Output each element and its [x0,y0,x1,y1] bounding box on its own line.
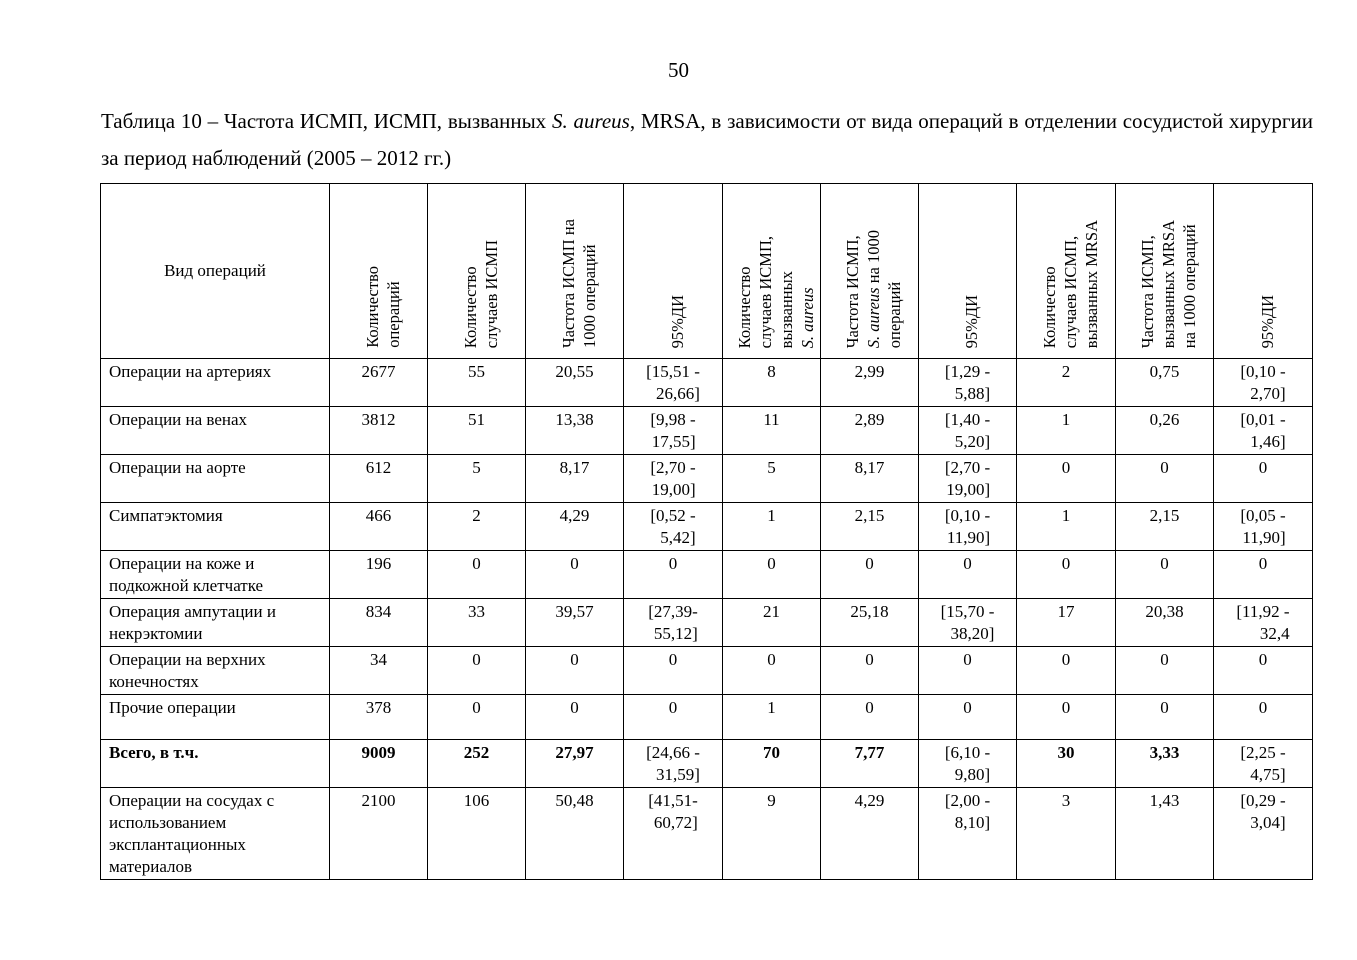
ci-upper: 55,12] [653,624,698,643]
ci-value [648,790,698,834]
ci-lower: 0 [963,698,972,717]
cell-ci1 [624,788,723,880]
ci-lower: 0 [1258,554,1268,573]
infection-frequency-table [100,183,1313,880]
ci-value [669,697,678,719]
table-row [101,740,1313,788]
ci-value [945,457,990,501]
cell-ci3 [1214,740,1313,788]
cell-ci3 [1214,503,1313,551]
header-mrsa-cases-label: Количество случаев ИСМП, вызванных MRSA [1039,219,1101,348]
ci-value [648,601,698,645]
cell-ci2 [919,647,1017,695]
ci-value [1259,649,1268,671]
ci-upper: 19,00] [946,480,991,499]
cell-name: Симпатэктомия [101,503,330,551]
cell-ops: 612 [330,455,428,503]
cell-ops: 2677 [330,359,428,407]
cell-mrsa-cases: 0 [1017,647,1116,695]
header-sa-frequency-label [842,230,905,348]
ci-value [945,742,990,786]
table-row [101,695,1313,740]
cell-mrsa-cases: 30 [1017,740,1116,788]
cell-freq: 8,17 [526,455,624,503]
cell-ci2 [919,407,1017,455]
cell-ci2 [919,503,1017,551]
ci-value [646,742,700,786]
table-body [101,359,1313,880]
cell-sa-cases: 1 [723,503,821,551]
cell-sa-freq: 7,77 [821,740,919,788]
header-sa-frequency [821,184,919,359]
cell-freq: 50,48 [526,788,624,880]
cell-name: Операции на верхних конечностях [101,647,330,695]
ci-lower: [0,52 - [650,506,696,525]
cell-cases: 0 [428,695,526,740]
header-infection-frequency [526,184,624,359]
header-sa-frequency-text-c: на 1000 операций [864,229,904,348]
header-mrsa-frequency-label: Частота ИСМП, вызванных MRSA на 1000 операций [1138,219,1199,348]
ci-lower: 0 [1258,698,1268,717]
header-sa-frequency-italic: S. aureus [864,287,883,348]
cell-cases: 33 [428,599,526,647]
table-header-row [101,184,1313,359]
ci-value [669,553,678,575]
cell-mrsa-freq: 3,33 [1116,740,1214,788]
cell-ci1 [624,647,723,695]
caption-text-start: Таблица 10 – Частота ИСМП, ИСМП, вызванных [101,109,552,133]
ci-upper: 8,10] [954,813,991,832]
cell-ci3 [1214,407,1313,455]
ci-upper: 38,20] [950,624,995,643]
header-infection-cases [428,184,526,359]
cell-sa-freq: 2,89 [821,407,919,455]
header-operations-count [330,184,428,359]
cell-ci1 [624,740,723,788]
caption-text-end: , MRSA, в зависимости от вида операций в отделении сосудистой хирургии за период наблюдений (2005 – 2012 гг.) [101,109,1314,170]
cell-cases: 2 [428,503,526,551]
header-sa-cases-text: Количество случаев ИСМП, вызванных [734,235,796,348]
cell-cases: 5 [428,455,526,503]
cell-ci3 [1214,551,1313,599]
cell-freq: 0 [526,551,624,599]
header-mrsa-frequency [1116,184,1214,359]
table-row [101,359,1313,407]
ci-lower: 0 [668,698,678,717]
cell-sa-cases: 0 [723,551,821,599]
ci-value [669,649,678,671]
header-ci-2-label: 95%ДИ [962,294,981,348]
cell-sa-cases: 8 [723,359,821,407]
ci-lower: [0,10 - [1240,362,1286,381]
cell-sa-freq: 25,18 [821,599,919,647]
cell-ci1 [624,407,723,455]
cell-cases: 51 [428,407,526,455]
cell-cases: 55 [428,359,526,407]
ci-upper: 5,88] [954,384,991,403]
cell-ops: 34 [330,647,428,695]
cell-ops: 3812 [330,407,428,455]
ci-upper: 60,72] [653,813,698,832]
header-ci-2 [919,184,1017,359]
cell-sa-freq: 0 [821,695,919,740]
ci-value [1259,457,1268,479]
cell-name: Всего, в т.ч. [101,740,330,788]
ci-value [1259,697,1268,719]
header-ci-1-label: 95%ДИ [667,294,687,348]
cell-mrsa-cases: 0 [1017,695,1116,740]
cell-mrsa-freq: 0,75 [1116,359,1214,407]
ci-lower: [0,01 - [1240,410,1286,429]
cell-mrsa-cases: 0 [1017,551,1116,599]
ci-lower: 0 [963,650,972,669]
header-sa-frequency-text-a: Частота ИСМП, [843,235,862,348]
header-mrsa-cases [1017,184,1116,359]
table-row [101,599,1313,647]
table-row [101,503,1313,551]
cell-sa-cases: 0 [723,647,821,695]
table-row [101,788,1313,880]
ci-lower: [1,40 - [944,410,991,429]
ci-upper: 1,46] [1250,432,1286,451]
ci-lower: [2,70 - [650,458,696,477]
ci-lower: 0 [1258,458,1268,477]
ci-upper: 3,04] [1250,813,1286,832]
cell-ci1 [624,599,723,647]
cell-cases: 252 [428,740,526,788]
cell-ci2 [919,551,1017,599]
table-row [101,647,1313,695]
ci-upper: 9,80] [954,765,991,784]
cell-cases: 0 [428,551,526,599]
ci-upper: 17,55] [651,432,696,451]
ci-value [650,409,695,453]
cell-name: Операция ампутации и некрэктомии [101,599,330,647]
cell-sa-cases: 21 [723,599,821,647]
ci-lower: [27,39- [648,602,698,621]
ci-lower: [0,05 - [1240,506,1286,525]
cell-ci1 [624,359,723,407]
cell-freq: 39,57 [526,599,624,647]
cell-ci2 [919,359,1017,407]
cell-sa-freq: 2,99 [821,359,919,407]
ci-lower: 0 [668,554,678,573]
cell-ci3 [1214,695,1313,740]
cell-freq: 4,29 [526,503,624,551]
cell-mrsa-freq: 0 [1116,695,1214,740]
ci-value [945,361,990,405]
cell-ci2 [919,788,1017,880]
header-infection-frequency-label: Частота ИСМП на 1000 операций [558,218,599,348]
cell-name: Операции на сосудах с использованием эксплантационных материалов [101,788,330,880]
cell-ci2 [919,455,1017,503]
header-sa-cases-italic: S. aureus [797,287,817,348]
cell-sa-cases: 11 [723,407,821,455]
cell-ops: 466 [330,503,428,551]
cell-sa-cases: 9 [723,788,821,880]
ci-value [650,505,695,549]
ci-value [963,649,972,671]
ci-lower: [0,10 - [944,506,991,525]
cell-freq: 20,55 [526,359,624,407]
table-row [101,455,1313,503]
ci-upper: 32,4 [1259,624,1290,643]
ci-upper: 19,00] [651,480,696,499]
cell-name: Операции на венах [101,407,330,455]
ci-value [1240,361,1285,405]
ci-lower: [24,66 - [646,743,700,762]
ci-value [963,553,972,575]
cell-mrsa-freq: 20,38 [1116,599,1214,647]
table-row [101,407,1313,455]
cell-ci3 [1214,455,1313,503]
cell-name: Прочие операции [101,695,330,740]
ci-value [650,457,695,501]
header-ci-1 [624,184,723,359]
cell-sa-freq: 4,29 [821,788,919,880]
ci-value [945,409,990,453]
cell-freq: 27,97 [526,740,624,788]
cell-mrsa-cases: 17 [1017,599,1116,647]
cell-freq: 0 [526,647,624,695]
ci-value [945,505,990,549]
cell-mrsa-freq: 0,26 [1116,407,1214,455]
ci-upper: 26,66] [655,384,700,403]
cell-ops: 378 [330,695,428,740]
ci-lower: [2,70 - [944,458,991,477]
ci-lower: 0 [668,650,678,669]
ci-upper: 5,20] [954,432,991,451]
cell-sa-freq: 0 [821,551,919,599]
header-infection-cases-label: Количество случаев ИСМП [460,239,501,348]
cell-ops: 9009 [330,740,428,788]
ci-value [1240,790,1285,834]
ci-upper: 31,59] [655,765,700,784]
header-operations-count-label: Количество операций [362,266,403,348]
ci-value [1240,505,1285,549]
cell-ci2 [919,740,1017,788]
cell-ci3 [1214,359,1313,407]
cell-name: Операции на коже и подкожной клетчатке [101,551,330,599]
ci-lower: [41,51- [648,791,698,810]
cell-ops: 196 [330,551,428,599]
header-ci-3 [1214,184,1313,359]
header-ci-3-label: 95%ДИ [1257,294,1277,348]
cell-mrsa-freq: 0 [1116,455,1214,503]
ci-lower: [2,00 - [944,791,991,810]
ci-lower: 0 [1258,650,1268,669]
cell-name: Операции на артериях [101,359,330,407]
cell-sa-freq: 0 [821,647,919,695]
ci-value [963,697,972,719]
cell-ci3 [1214,599,1313,647]
caption-italic-species: S. aureus [551,109,630,133]
table-caption [101,103,1313,177]
cell-ci1 [624,455,723,503]
ci-value [646,361,700,405]
cell-ci1 [624,695,723,740]
ci-lower: [15,70 - [940,602,995,621]
header-operation-type: Вид операций [101,184,330,359]
cell-name: Операции на аорте [101,455,330,503]
ci-lower: [6,10 - [944,743,991,762]
ci-upper: 11,90] [1242,528,1286,547]
cell-mrsa-cases: 1 [1017,407,1116,455]
ci-lower: [0,29 - [1240,791,1286,810]
cell-mrsa-cases: 2 [1017,359,1116,407]
ci-lower: 0 [963,554,972,573]
cell-cases: 106 [428,788,526,880]
cell-ci3 [1214,647,1313,695]
cell-sa-freq: 8,17 [821,455,919,503]
ci-upper: 2,70] [1250,384,1286,403]
cell-mrsa-freq: 1,43 [1116,788,1214,880]
ci-value [1240,409,1285,453]
cell-ci2 [919,695,1017,740]
cell-ci1 [624,503,723,551]
cell-mrsa-cases: 1 [1017,503,1116,551]
ci-lower: [9,98 - [650,410,696,429]
cell-ops: 2100 [330,788,428,880]
cell-sa-cases: 1 [723,695,821,740]
header-sa-cases [723,184,821,359]
table-row [101,551,1313,599]
cell-mrsa-freq: 0 [1116,647,1214,695]
cell-mrsa-freq: 2,15 [1116,503,1214,551]
ci-value [941,601,995,645]
cell-mrsa-cases: 0 [1017,455,1116,503]
cell-ci1 [624,551,723,599]
cell-sa-freq: 2,15 [821,503,919,551]
ci-lower: [1,29 - [944,362,991,381]
cell-freq: 13,38 [526,407,624,455]
ci-lower: [15,51 - [646,362,700,381]
ci-value [1240,742,1285,786]
cell-mrsa-cases: 3 [1017,788,1116,880]
ci-value [1259,553,1268,575]
ci-upper: 5,42] [660,528,696,547]
ci-lower: [2,25 - [1240,743,1286,762]
ci-upper: 4,75] [1250,765,1286,784]
cell-freq: 0 [526,695,624,740]
cell-cases: 0 [428,647,526,695]
cell-sa-cases: 5 [723,455,821,503]
header-sa-cases-label [734,236,818,348]
ci-lower: [11,92 - [1236,602,1290,621]
cell-ci3 [1214,788,1313,880]
cell-sa-cases: 70 [723,740,821,788]
cell-ops: 834 [330,599,428,647]
ci-value [1236,601,1289,645]
ci-upper: 11,90] [946,528,991,547]
page-number: 50 [668,58,689,82]
cell-mrsa-freq: 0 [1116,551,1214,599]
cell-ci2 [919,599,1017,647]
ci-value [945,790,990,834]
